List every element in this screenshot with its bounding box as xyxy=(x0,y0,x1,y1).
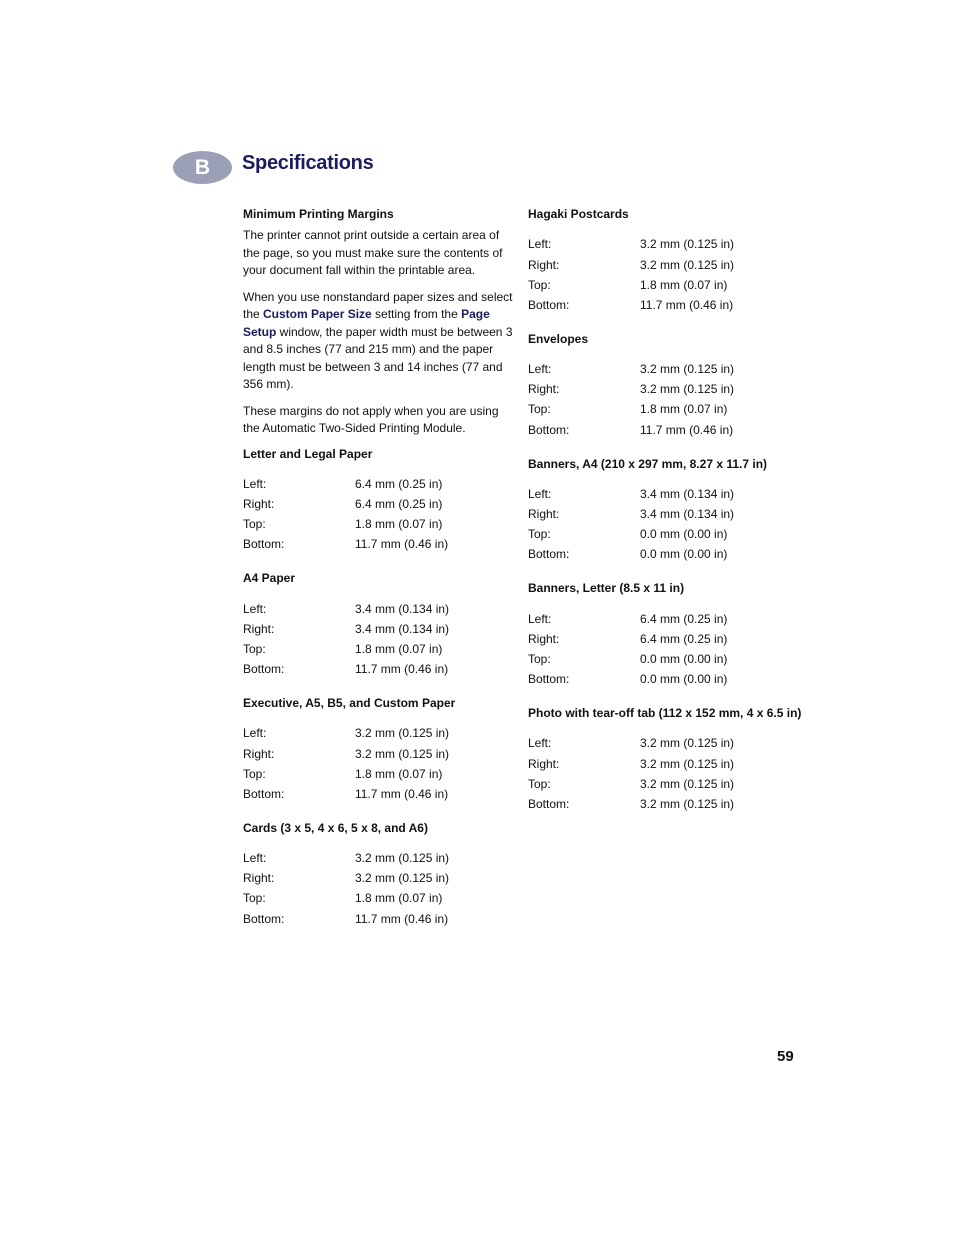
row-label: Top: xyxy=(528,277,551,292)
row-label: Left: xyxy=(243,851,267,866)
row-label: Left: xyxy=(528,736,552,751)
right-column xyxy=(528,206,802,830)
row-value: 0.0 mm (0.00 in) xyxy=(640,672,728,687)
spec-section-envelopes xyxy=(528,331,798,441)
spec-row-top xyxy=(528,525,798,545)
spec-row-right xyxy=(528,505,798,525)
row-value: 1.8 mm (0.07 in) xyxy=(355,766,443,781)
section-title: Photo with tear-off tab (112 x 152 mm, 4 x 6.5 in) xyxy=(528,706,802,720)
row-label: Left: xyxy=(528,362,552,377)
spec-row-right xyxy=(528,255,798,275)
page-title: Specifications xyxy=(242,152,374,174)
spec-row-right xyxy=(528,629,798,649)
row-value: 11.7 mm (0.46 in) xyxy=(355,662,449,677)
section-title: A4 Paper xyxy=(243,571,296,586)
spec-row-left xyxy=(528,235,798,255)
row-value: 3.2 mm (0.125 in) xyxy=(640,257,735,272)
row-label: Top: xyxy=(528,776,551,791)
row-value: 11.7 mm (0.46 in) xyxy=(355,537,449,552)
row-label: Right: xyxy=(243,871,275,886)
row-label: Left: xyxy=(243,726,267,741)
row-value: 3.2 mm (0.125 in) xyxy=(640,237,735,252)
row-value: 3.2 mm (0.125 in) xyxy=(640,736,735,751)
para2-text-a: When you use nonstandard paper sizes and select the xyxy=(243,289,513,321)
row-value: 6.4 mm (0.25 in) xyxy=(355,497,443,512)
row-label: Top: xyxy=(243,641,266,656)
intro-heading: Minimum Printing Margins xyxy=(243,207,394,221)
spec-section-banners-a4 xyxy=(528,456,798,566)
row-label: Top: xyxy=(528,651,551,666)
row-label: Bottom: xyxy=(528,547,570,562)
spec-row-bottom xyxy=(528,545,798,565)
spec-row-bottom xyxy=(528,296,798,316)
section-title: Letter and Legal Paper xyxy=(243,446,373,461)
spec-section-letter-legal xyxy=(243,446,513,556)
row-value: 3.4 mm (0.134 in) xyxy=(640,507,735,522)
row-value: 3.2 mm (0.125 in) xyxy=(640,756,735,771)
spec-row-bottom xyxy=(243,909,513,929)
page-setup-link[interactable]: Page Setup xyxy=(243,307,490,339)
section-title: Banners, A4 (210 x 297 mm, 8.27 x 11.7 in) xyxy=(528,456,768,471)
left-column xyxy=(243,206,513,945)
row-label: Right: xyxy=(243,497,275,512)
intro-paragraph-2 xyxy=(243,289,513,394)
spec-row-right xyxy=(243,744,513,764)
spec-section-banners-letter xyxy=(528,580,798,690)
spec-row-left xyxy=(243,724,513,744)
row-value: 3.2 mm (0.125 in) xyxy=(640,796,735,811)
row-label: Top: xyxy=(528,527,551,542)
row-value: 3.2 mm (0.125 in) xyxy=(355,851,450,866)
spec-row-bottom xyxy=(528,670,798,690)
spec-row-bottom xyxy=(528,420,798,440)
row-value: 0.0 mm (0.00 in) xyxy=(640,651,728,666)
row-value: 6.4 mm (0.25 in) xyxy=(640,631,728,646)
row-value: 6.4 mm (0.25 in) xyxy=(355,476,443,491)
row-value: 11.7 mm (0.46 in) xyxy=(640,422,734,437)
row-value: 11.7 mm (0.46 in) xyxy=(640,297,734,312)
row-value: 1.8 mm (0.07 in) xyxy=(640,277,728,292)
spec-row-top xyxy=(243,889,513,909)
section-title: Cards (3 x 5, 4 x 6, 5 x 8, and A6) xyxy=(243,820,428,835)
spec-row-bottom xyxy=(243,785,513,805)
spec-row-bottom xyxy=(243,535,513,555)
row-label: Bottom: xyxy=(528,672,570,687)
row-label: Right: xyxy=(528,631,560,646)
row-label: Bottom: xyxy=(243,786,285,801)
spec-row-top xyxy=(528,400,798,420)
spec-row-left xyxy=(528,485,798,505)
para2-text-c: window, the paper width must be between 3 and 8.5 inches (77 and 215 mm) and the paper length must be between 3 and 14 inches (77 and 356 mm). xyxy=(243,324,513,391)
row-value: 3.4 mm (0.134 in) xyxy=(355,621,450,636)
row-value: 3.2 mm (0.125 in) xyxy=(640,776,735,791)
spec-row-right xyxy=(243,869,513,889)
spec-row-left xyxy=(528,734,798,754)
row-label: Left: xyxy=(528,486,552,501)
row-label: Left: xyxy=(243,476,267,491)
spec-row-top xyxy=(528,774,798,794)
row-value: 3.2 mm (0.125 in) xyxy=(355,871,450,886)
row-label: Right: xyxy=(528,756,560,771)
section-title: Hagaki Postcards xyxy=(528,207,629,221)
spec-row-right xyxy=(243,495,513,515)
spec-section-photo xyxy=(528,705,802,815)
row-value: 0.0 mm (0.00 in) xyxy=(640,527,728,542)
row-value: 11.7 mm (0.46 in) xyxy=(355,911,449,926)
spec-row-bottom xyxy=(528,795,798,815)
spec-section-executive xyxy=(243,695,513,805)
row-label: Right: xyxy=(528,382,560,397)
row-value: 1.8 mm (0.07 in) xyxy=(355,641,443,656)
page-number: 59 xyxy=(777,1048,794,1065)
spec-row-top xyxy=(243,515,513,535)
row-label: Bottom: xyxy=(243,537,285,552)
row-value: 3.4 mm (0.134 in) xyxy=(355,601,450,616)
para2-text-b: setting from the xyxy=(371,307,462,321)
row-label: Left: xyxy=(528,611,552,626)
row-label: Bottom: xyxy=(243,911,285,926)
spec-row-left xyxy=(243,849,513,869)
row-value: 6.4 mm (0.25 in) xyxy=(640,611,728,626)
section-title: Banners, Letter (8.5 x 11 in) xyxy=(528,581,685,596)
row-value: 1.8 mm (0.07 in) xyxy=(640,402,728,417)
row-label: Left: xyxy=(243,601,267,616)
row-label: Right: xyxy=(243,746,275,761)
row-value: 3.2 mm (0.125 in) xyxy=(355,726,450,741)
row-value: 1.8 mm (0.07 in) xyxy=(355,891,443,906)
spec-row-left xyxy=(243,599,513,619)
spec-row-top xyxy=(243,764,513,784)
intro-paragraph-3: These margins do not apply when you are using the Automatic Two-Sided Printing Module. xyxy=(243,403,499,435)
row-label: Top: xyxy=(528,402,551,417)
row-label: Right: xyxy=(528,507,560,522)
chapter-letter: B xyxy=(194,155,211,179)
row-label: Top: xyxy=(243,766,266,781)
row-value: 3.2 mm (0.125 in) xyxy=(355,746,450,761)
row-label: Top: xyxy=(243,891,266,906)
spec-section-hagaki xyxy=(528,206,798,316)
spec-section-cards xyxy=(243,820,513,930)
spec-row-right xyxy=(528,754,798,774)
row-label: Left: xyxy=(528,237,552,252)
row-label: Bottom: xyxy=(528,796,570,811)
row-label: Bottom: xyxy=(243,662,285,677)
row-label: Bottom: xyxy=(528,297,570,312)
spec-row-right xyxy=(528,380,798,400)
row-value: 3.4 mm (0.134 in) xyxy=(640,486,735,501)
row-label: Right: xyxy=(243,621,275,636)
chapter-badge xyxy=(173,151,232,184)
spec-row-right xyxy=(243,619,513,639)
row-label: Top: xyxy=(243,517,266,532)
section-title: Envelopes xyxy=(528,331,589,346)
row-value: 1.8 mm (0.07 in) xyxy=(355,517,443,532)
row-value: 3.2 mm (0.125 in) xyxy=(640,382,735,397)
row-value: 11.7 mm (0.46 in) xyxy=(355,786,449,801)
spec-row-top xyxy=(528,650,798,670)
spec-row-top xyxy=(528,275,798,295)
spec-row-left xyxy=(528,360,798,380)
row-value: 0.0 mm (0.00 in) xyxy=(640,547,728,562)
spec-section-a4 xyxy=(243,570,513,680)
row-label: Right: xyxy=(528,257,560,272)
spec-row-left xyxy=(243,475,513,495)
spec-row-top xyxy=(243,640,513,660)
row-label: Bottom: xyxy=(528,422,570,437)
spec-row-left xyxy=(528,609,798,629)
intro-paragraph-1: The printer cannot print outside a certain area of the page, so you must make sure the contents of your document fall within the printable area. xyxy=(243,228,503,277)
row-value: 3.2 mm (0.125 in) xyxy=(640,362,735,377)
custom-paper-size-link[interactable]: Custom Paper Size xyxy=(263,307,372,321)
section-title: Executive, A5, B5, and Custom Paper xyxy=(243,696,456,710)
spec-row-bottom xyxy=(243,660,513,680)
